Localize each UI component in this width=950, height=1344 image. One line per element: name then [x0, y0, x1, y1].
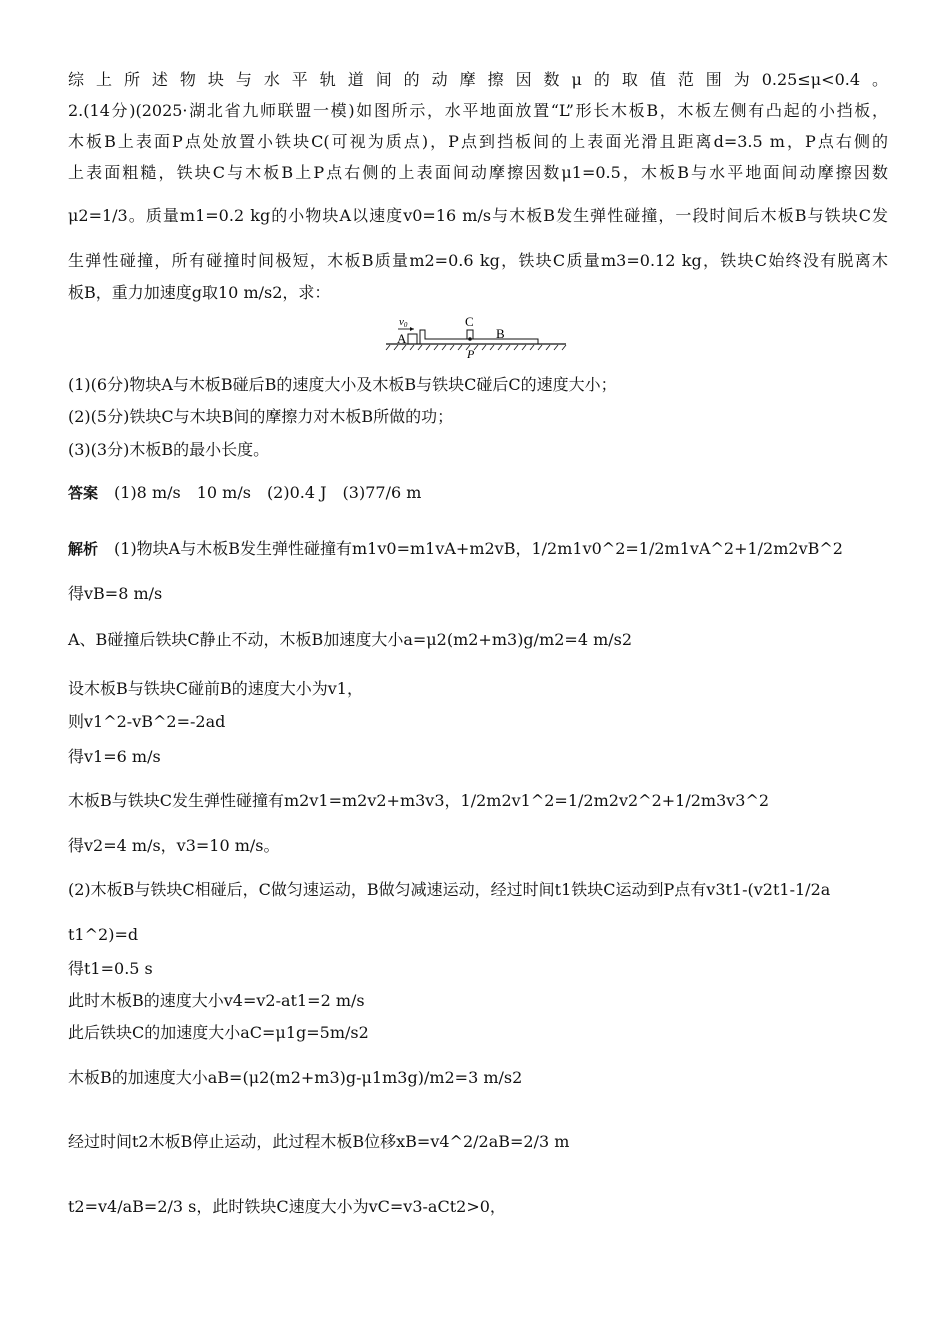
problem-line-3: 上表面粗糙，铁块C与木板B上P点右侧的上表面间动摩擦因数μ1=0.5，木板B与水平地面间动摩擦因数 — [68, 163, 888, 182]
prev-conclusion: 综上所述物块与水平轨道间的动摩擦因数μ的取值范围为0.25≤μ<0.4。 — [68, 70, 888, 89]
problem-line-5: 生弹性碰撞，所有碰撞时间极短，木板B质量m2=0.6 kg，铁块C质量m3=0.12 kg，铁块C始终没有脱离木 — [68, 251, 888, 270]
label-c: C — [465, 314, 474, 329]
block-a-shape — [408, 334, 417, 344]
solution-line-9: (2)木板B与铁块C相碰后，C做匀速运动，B做匀减速运动，经过时间t1铁块C运动到P点有v3t1-(v2t1-1/2a — [68, 880, 831, 899]
question-1: (1)(6分)物块A与木板B碰后B的速度大小及木板B与铁块C碰后C的速度大小； — [68, 375, 617, 394]
solution-line-8: 得v2=4 m/s，v3=10 m/s。 — [68, 836, 280, 855]
solution-line-3: A、B碰撞后铁块C静止不动，木板B加速度大小a=μ2(m2+m3)g/m2=4 m/s2 — [68, 630, 633, 649]
board-b-shape — [420, 330, 538, 344]
point-p-dot — [468, 337, 472, 341]
solution-line-11: 得t1=0.5 s — [68, 959, 153, 978]
label-b: B — [496, 326, 505, 341]
solution-line-13: 此后铁块C的加速度大小aC=μ1g=5m/s2 — [68, 1023, 369, 1042]
problem-line-1: 2.(14分)(2025·湖北省九师联盟一模)如图所示，水平地面放置“L”形长木板B，木板左侧有凸起的小挡板， — [68, 101, 888, 120]
solution-line-12: 此时木板B的速度大小v4=v2-at1=2 m/s — [68, 991, 365, 1010]
solution-label: 解析 — [68, 540, 99, 558]
solution-line-10: t1^2)=d — [68, 925, 139, 944]
question-2: (2)(5分)铁块C与木块B间的摩擦力对木板B所做的功； — [68, 407, 454, 426]
label-a: A — [397, 331, 407, 346]
solution-line-5: 则v1^2-vB^2=-2ad — [68, 712, 226, 731]
solution-line-6: 得v1=6 m/s — [68, 747, 161, 766]
setup-figure — [384, 312, 574, 362]
problem-line-2: 木板B上表面P点处放置小铁块C(可视为质点)，P点到挡板间的上表面光滑且距离d=3.5 m，P点右侧的 — [68, 132, 888, 151]
answer-text: (1)8 m/s 10 m/s (2)0.4 J (3)77/6 m — [114, 483, 422, 502]
solution-line-16: t2=v4/aB=2/3 s，此时铁块C速度大小为vC=v3-aCt2>0， — [68, 1197, 506, 1216]
answer-line — [68, 483, 421, 503]
label-v0: v0 — [399, 316, 408, 329]
solution-line-15: 经过时间t2木板B停止运动，此过程木板B位移xB=v4^2/2aB=2/3 m — [68, 1132, 570, 1151]
problem-line-6: 板B，重力加速度g取10 m/s2，求： — [68, 283, 331, 302]
answer-label: 答案 — [68, 484, 99, 502]
question-3: (3)(3分)木板B的最小长度。 — [68, 440, 270, 459]
solution-line-14: 木板B的加速度大小aB=(μ2(m2+m3)g-μ1m3g)/m2=3 m/s2 — [68, 1068, 523, 1087]
solution-line-4: 设木板B与铁块C碰前B的速度大小为v1， — [68, 679, 363, 698]
label-p: P — [467, 347, 475, 361]
solution-line-2: 得vB=8 m/s — [68, 584, 163, 603]
problem-line-4: μ2=1/3。质量m1=0.2 kg的小物块A以速度v0=16 m/s与木板B发生弹性碰撞，一段时间后木板B与铁块C发 — [68, 206, 888, 225]
solution-line-7: 木板B与铁块C发生弹性碰撞有m2v1=m2v2+m3v3，1/2m2v1^2=1/2m2v2^2+1/2m3v3^2 — [68, 791, 770, 810]
solution-line-1: 解析 (1)物块A与木板B发生弹性碰撞有m1v0=m1vA+m2vB，1/2m1v0^2=1/2m1vA^2+1/2m2vB^2 — [68, 539, 843, 558]
